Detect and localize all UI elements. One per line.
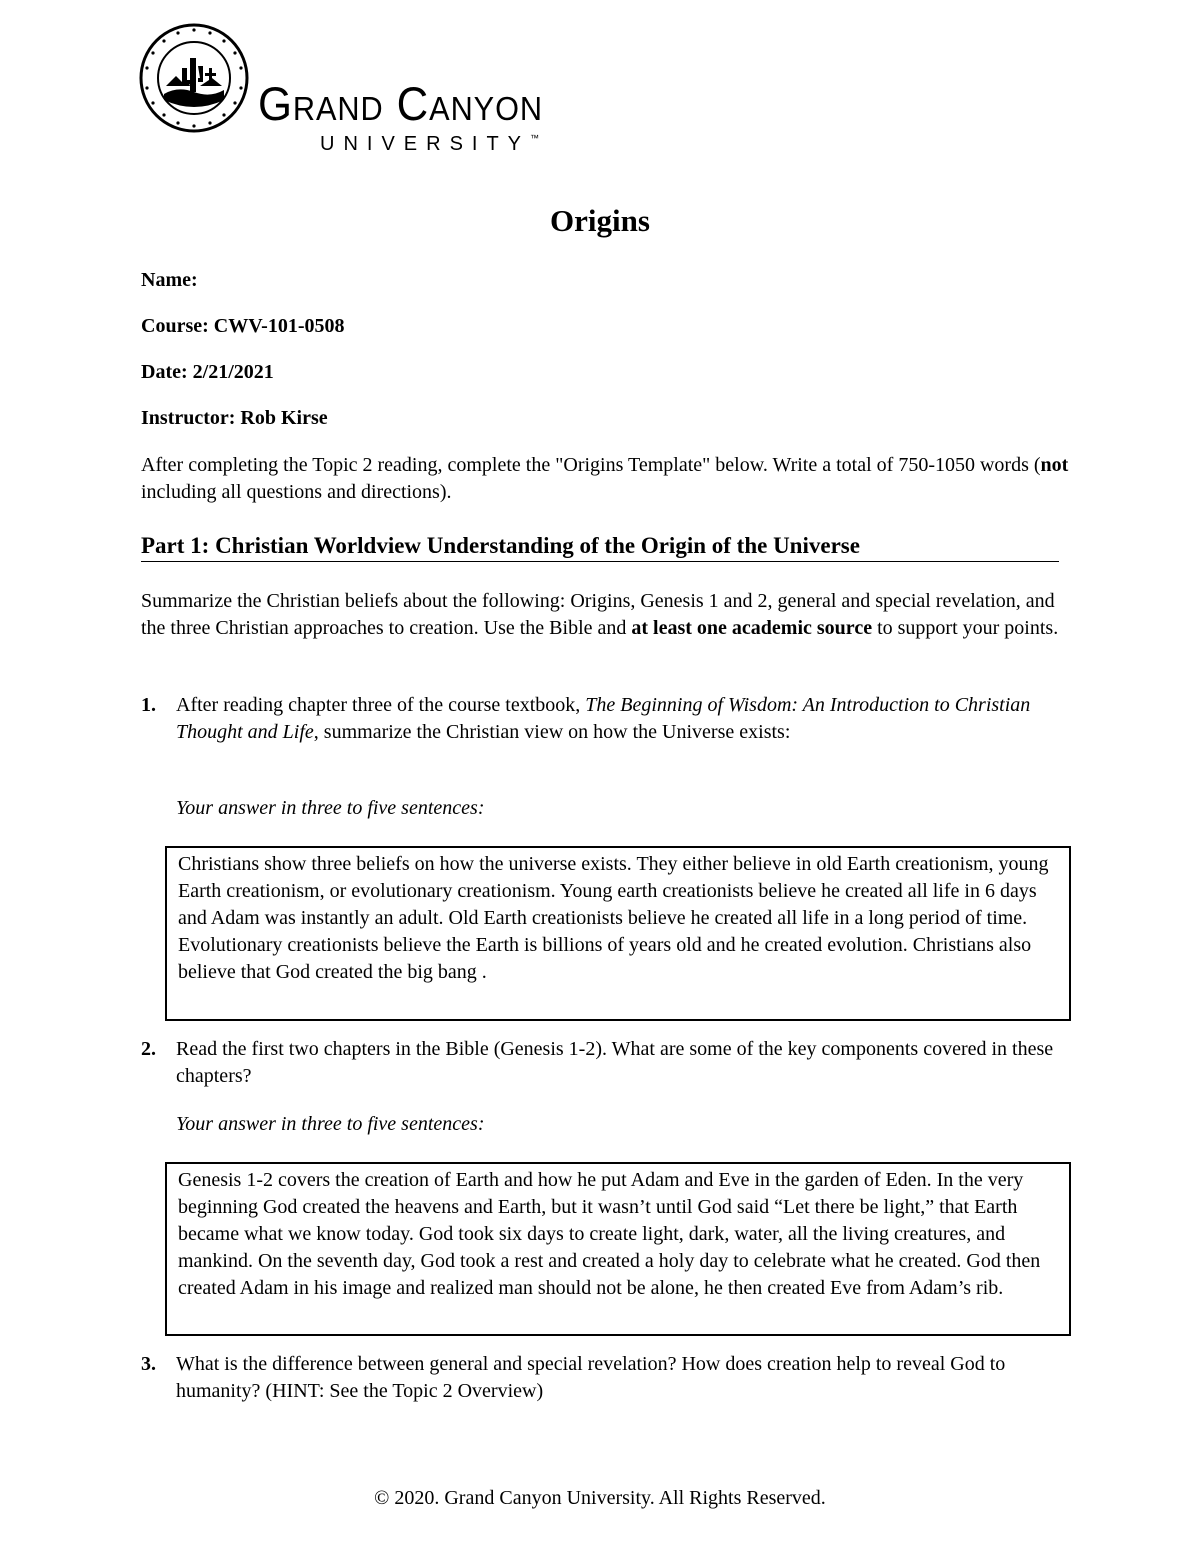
copyright-footer: © 2020. Grand Canyon University. All Rights Reserved. xyxy=(374,1487,826,1509)
part1-heading: Part 1: Christian Worldview Understanding of the Origin of the Universe xyxy=(141,533,1059,562)
logo-wordmark: Grand Canyon xyxy=(258,77,543,130)
question-text: What is the difference between general and special revelation? How does creation help to reveal God to humanity? (HINT: See the Topic 2 Overview) xyxy=(176,1353,1006,1402)
answer-prompt: Your answer in three to five sentences: xyxy=(176,1113,485,1135)
answer-prompt: Your answer in three to five sentences: xyxy=(176,797,485,819)
instructions-paragraph: After completing the Topic 2 reading, complete the "Origins Template" below. Write a total of 750-1050 words (not including all questions and directions). xyxy=(141,454,1069,503)
answer-box-1[interactable]: Christians show three beliefs on how the universe exists. They either believe in old Earth creationism, young Earth creationism, or evolutionary creationism. Young earth creationists believe he created all life in 6 days and Adam was instantly an adult. Old Earth creationists believe he created all life in a long period of time. Evolutionary creationists believe the Earth is billions of years old and he created evolution. Christians also believe that God created the big bang . xyxy=(165,846,1071,1021)
part1-summary: Summarize the Christian beliefs about the following: Origins, Genesis 1 and 2, general and special revelation, and the three Christian approaches to creation. Use the Bible and at least one academic source to support your points. xyxy=(141,590,1059,639)
question-number: 3. xyxy=(141,1353,156,1375)
date-field: Date: 2/21/2021 xyxy=(141,361,274,383)
question-number: 1. xyxy=(141,694,156,716)
question-text: After reading chapter three of the course textbook, The Beginning of Wisdom: An Introduction to Christian Thought and Life, summarize the Christian view on how the Universe exists: xyxy=(176,694,1031,743)
university-seal-icon xyxy=(138,22,250,134)
document-title: Origins xyxy=(550,203,650,238)
course-field: Course: CWV-101-0508 xyxy=(141,315,345,337)
logo-subtitle: UNIVERSITY™ xyxy=(320,133,540,155)
answer-box-2[interactable]: Genesis 1-2 covers the creation of Earth and how he put Adam and Eve in the garden of Eden. In the very beginning God created the heavens and Earth, but it wasn’t until God said “Let there be light,” that Earth became what we know today. God took six days to create light, dark, water, all the living creatures, and mankind. On the seventh day, God took a rest and created a holy day to celebrate what he created. God then created Adam in his image and realized man should not be alone, he then created Eve from Adam’s rib. xyxy=(165,1162,1071,1336)
university-logo xyxy=(138,22,628,155)
question-number: 2. xyxy=(141,1038,156,1060)
instructor-field: Instructor: Rob Kirse xyxy=(141,407,328,429)
name-field-label: Name: xyxy=(141,269,198,291)
question-text: Read the first two chapters in the Bible (Genesis 1-2). What are some of the key components covered in these chapters? xyxy=(176,1038,1054,1087)
